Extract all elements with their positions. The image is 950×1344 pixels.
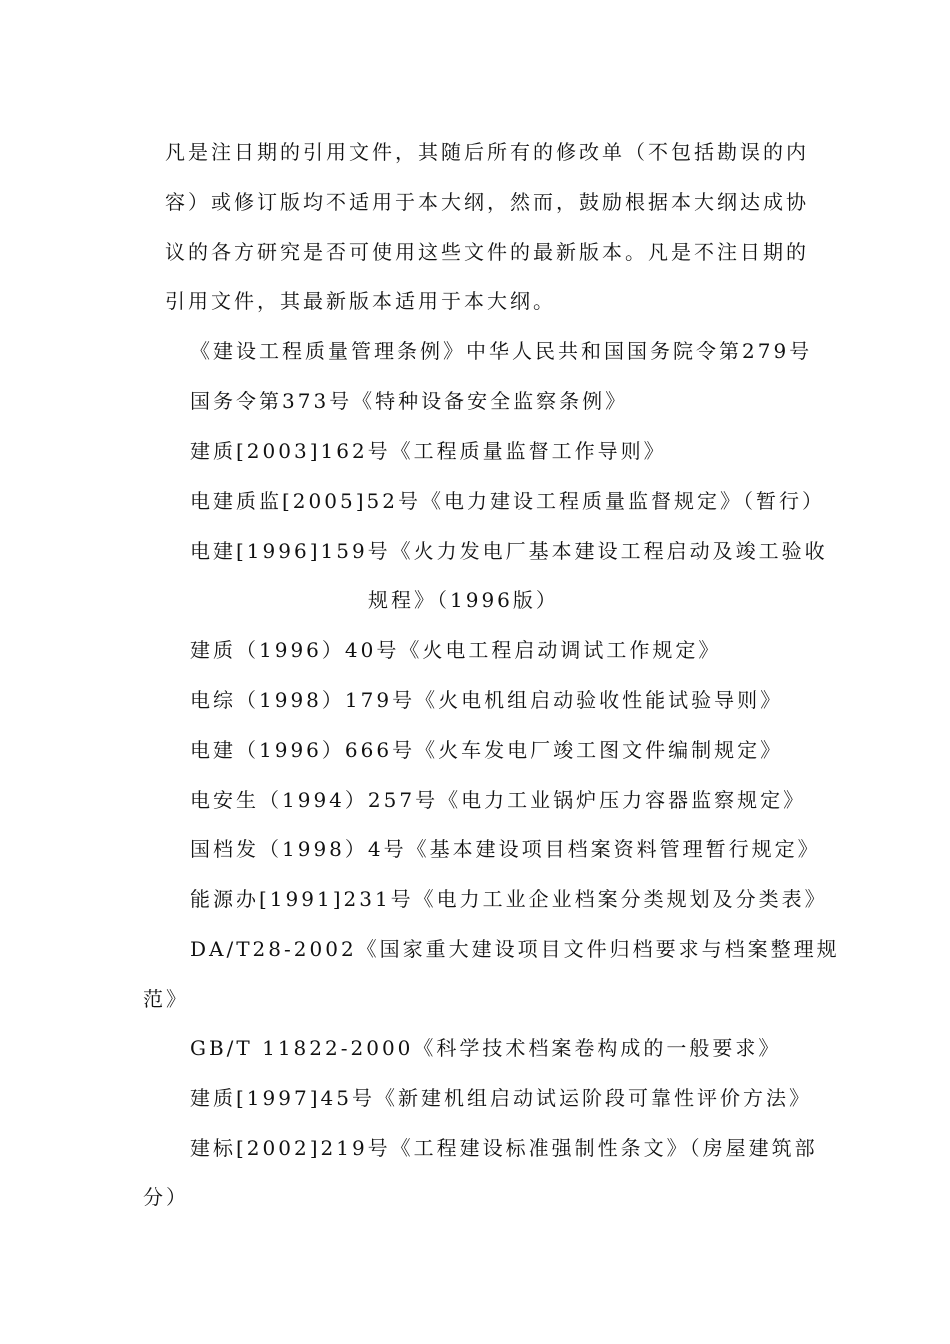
reference-item: 建质（1996）40号《火电工程启动调试工作规定》 xyxy=(190,638,722,662)
reference-item: 电建[1996]159号《火力发电厂基本建设工程启动及竣工验收 xyxy=(190,539,828,563)
reference-item-continuation: 分） xyxy=(143,1185,189,1209)
reference-item: 电安生（1994）257号《电力工业锅炉压力容器监察规定》 xyxy=(190,788,807,812)
reference-item: GB/T 11822-2000《科学技术档案卷构成的一般要求》 xyxy=(190,1036,782,1060)
reference-item: 电建（1996）666号《火车发电厂竣工图文件编制规定》 xyxy=(190,738,784,762)
reference-item: 《建设工程质量管理条例》中华人民共和国国务院令第279号 xyxy=(190,339,813,363)
reference-item: 建质[2003]162号《工程质量监督工作导则》 xyxy=(190,439,667,463)
reference-item: 电综（1998）179号《火电机组启动验收性能试验导则》 xyxy=(190,688,784,712)
reference-item: 国务令第373号《特种设备安全监察条例》 xyxy=(190,389,629,413)
reference-item-continuation: 范》 xyxy=(143,987,189,1011)
reference-item: 电建质监[2005]52号《电力建设工程质量监督规定》（暂行） xyxy=(190,489,825,513)
reference-item: 建标[2002]219号《工程建设标准强制性条文》（房屋建筑部 xyxy=(190,1136,818,1160)
intro-line-4: 引用文件，其最新版本适用于本大纲。 xyxy=(165,289,556,313)
intro-line-2: 容）或修订版均不适用于本大纲，然而，鼓励根据本大纲达成协 xyxy=(165,190,809,214)
reference-item: 建质[1997]45号《新建机组启动试运阶段可靠性评价方法》 xyxy=(190,1086,812,1110)
reference-item: 国档发（1998）4号《基本建设项目档案资料管理暂行规定》 xyxy=(190,837,821,861)
reference-item: DA/T28-2002《国家重大建设项目文件归档要求与档案整理规 xyxy=(190,937,840,961)
intro-line-1: 凡是注日期的引用文件，其随后所有的修改单（不包括勘误的内 xyxy=(165,140,809,164)
reference-item-continuation: 规程》（1996版） xyxy=(368,588,559,612)
intro-line-3: 议的各方研究是否可使用这些文件的最新版本。凡是不注日期的 xyxy=(165,240,809,264)
reference-item: 能源办[1991]231号《电力工业企业档案分类规划及分类表》 xyxy=(190,887,828,911)
